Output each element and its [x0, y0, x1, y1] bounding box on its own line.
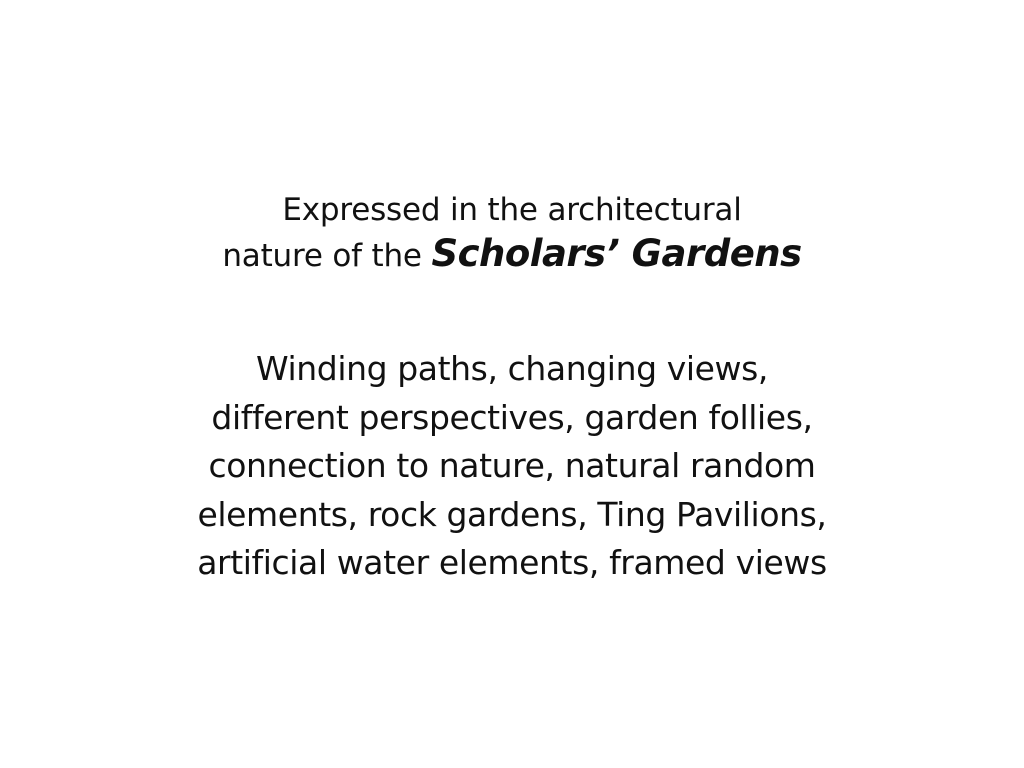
features-line-2: different perspectives, garden follies, — [211, 397, 813, 437]
features-line-5: artificial water elements, framed views — [197, 543, 827, 582]
features-line-1: Winding paths, changing views, — [256, 349, 768, 388]
features-line-4: elements, rock gardens, Ting Pavilions, — [197, 494, 827, 534]
intro-heading — [0, 188, 1024, 278]
intro-line-2 — [0, 232, 1024, 278]
intro-line-1: Expressed in the architectural — [282, 192, 742, 228]
garden-features-list — [0, 345, 1024, 588]
intro-line-2-prefix: nature of the — [222, 238, 422, 274]
features-line-3: connection to nature, natural random — [208, 446, 816, 485]
scholars-gardens-emphasis: Scholars’ Gardens — [431, 232, 802, 275]
